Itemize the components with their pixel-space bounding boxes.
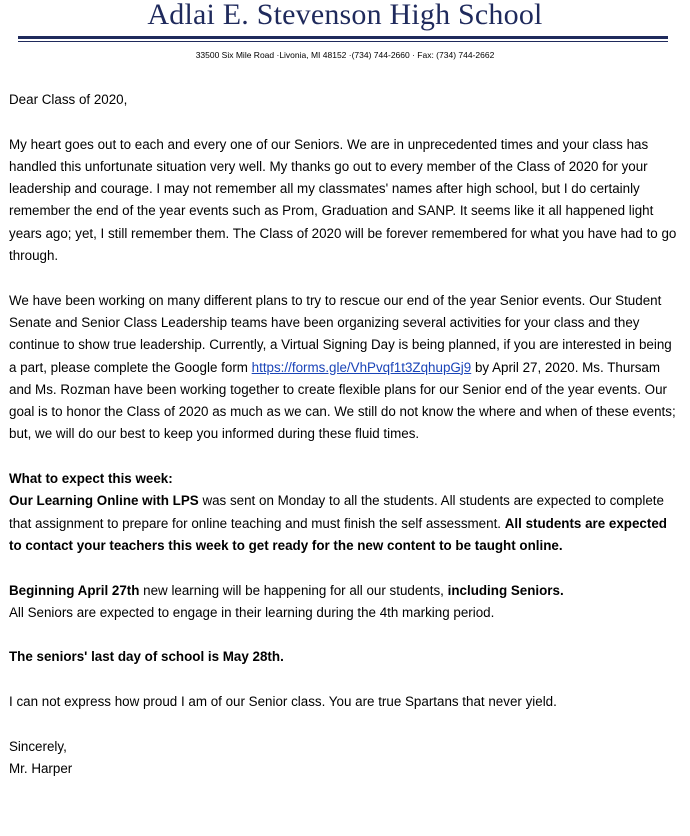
- greeting: Dear Class of 2020,: [9, 92, 128, 107]
- paragraph-events: [9, 290, 681, 446]
- sign-off: Sincerely,: [9, 738, 67, 754]
- paragraph-lps: [9, 490, 681, 557]
- paragraph-seniors: My heart goes out to each and every one of our Seniors. We are in unprecedented times and your class has handled this unfortunate situation very well. My thanks go out to every member of the Class of 2020 for your leadership and courage. I may not remember all my classmates' names after high school, but I do certainly remember the end of the year events such as Prom, Graduation and SANP. It seems like it all happened light years ago; yet, I still remember them. The Class of 2020 will be forever remembered for what you have had to go through.: [9, 136, 677, 264]
- letterhead-rule-thin: [18, 41, 668, 42]
- letterhead-rule-thick: [18, 36, 668, 39]
- events-text-end: by April 27, 2020. Ms. Thursam and Ms. Rozman have been working together to create flexible plans for our Senior end of the year events. Our goal is to honor the Class of 2020 as much as we can. We still do not know the where and when of these events; but, we will do our best to keep you informed during these fluid times.: [9, 359, 676, 442]
- last-day-note: The seniors' last day of school is May 28th.: [9, 649, 284, 665]
- lps-text: was sent on Monday to all the students. All students are expected to complete that assignment to prepare for online teaching and must finish the self assessment.: [9, 493, 664, 531]
- school-address: 33500 Six Mile Road ·Livonia, MI 48152 ·(734) 744-2660 · Fax: (734) 744-2662: [195, 50, 495, 60]
- lps-title: Our Learning Online with LPS: [9, 493, 199, 509]
- april-start: Beginning April 27th: [9, 582, 140, 598]
- april-middle: new learning will be happening for all our students,: [139, 582, 448, 598]
- letterhead: [0, 0, 690, 66]
- closing-paragraph: I can not express how proud I am of our Senior class. You are true Spartans that never yield.: [9, 694, 557, 710]
- google-form-link[interactable]: https://forms.gle/VhPvqf1t3ZqhupGj9: [251, 359, 472, 375]
- april-line: [9, 580, 681, 602]
- events-text-start: We have been working on many different plans to try to rescue our end of the year Senior events. Our Student Senate and Senior Class Leadership teams have been organizing several activities for your class and they continue to show true leadership. Currently, a Virtual Signing Day is being planned, if you are interested in being a part, please complete the Google form: [9, 292, 672, 375]
- april-seniors: including Seniors.: [447, 582, 564, 598]
- expect-heading: What to expect this week:: [9, 471, 173, 487]
- letter-body: [9, 89, 681, 780]
- school-name: Adlai E. Stevenson High School: [147, 0, 543, 31]
- contact-teachers-note: All students are expected to contact your teachers this week to get ready for the new content to be taught online.: [9, 515, 667, 553]
- signature: Mr. Harper: [9, 760, 73, 776]
- april-line-2: All Seniors are expected to engage in their learning during the 4th marking period.: [9, 604, 495, 620]
